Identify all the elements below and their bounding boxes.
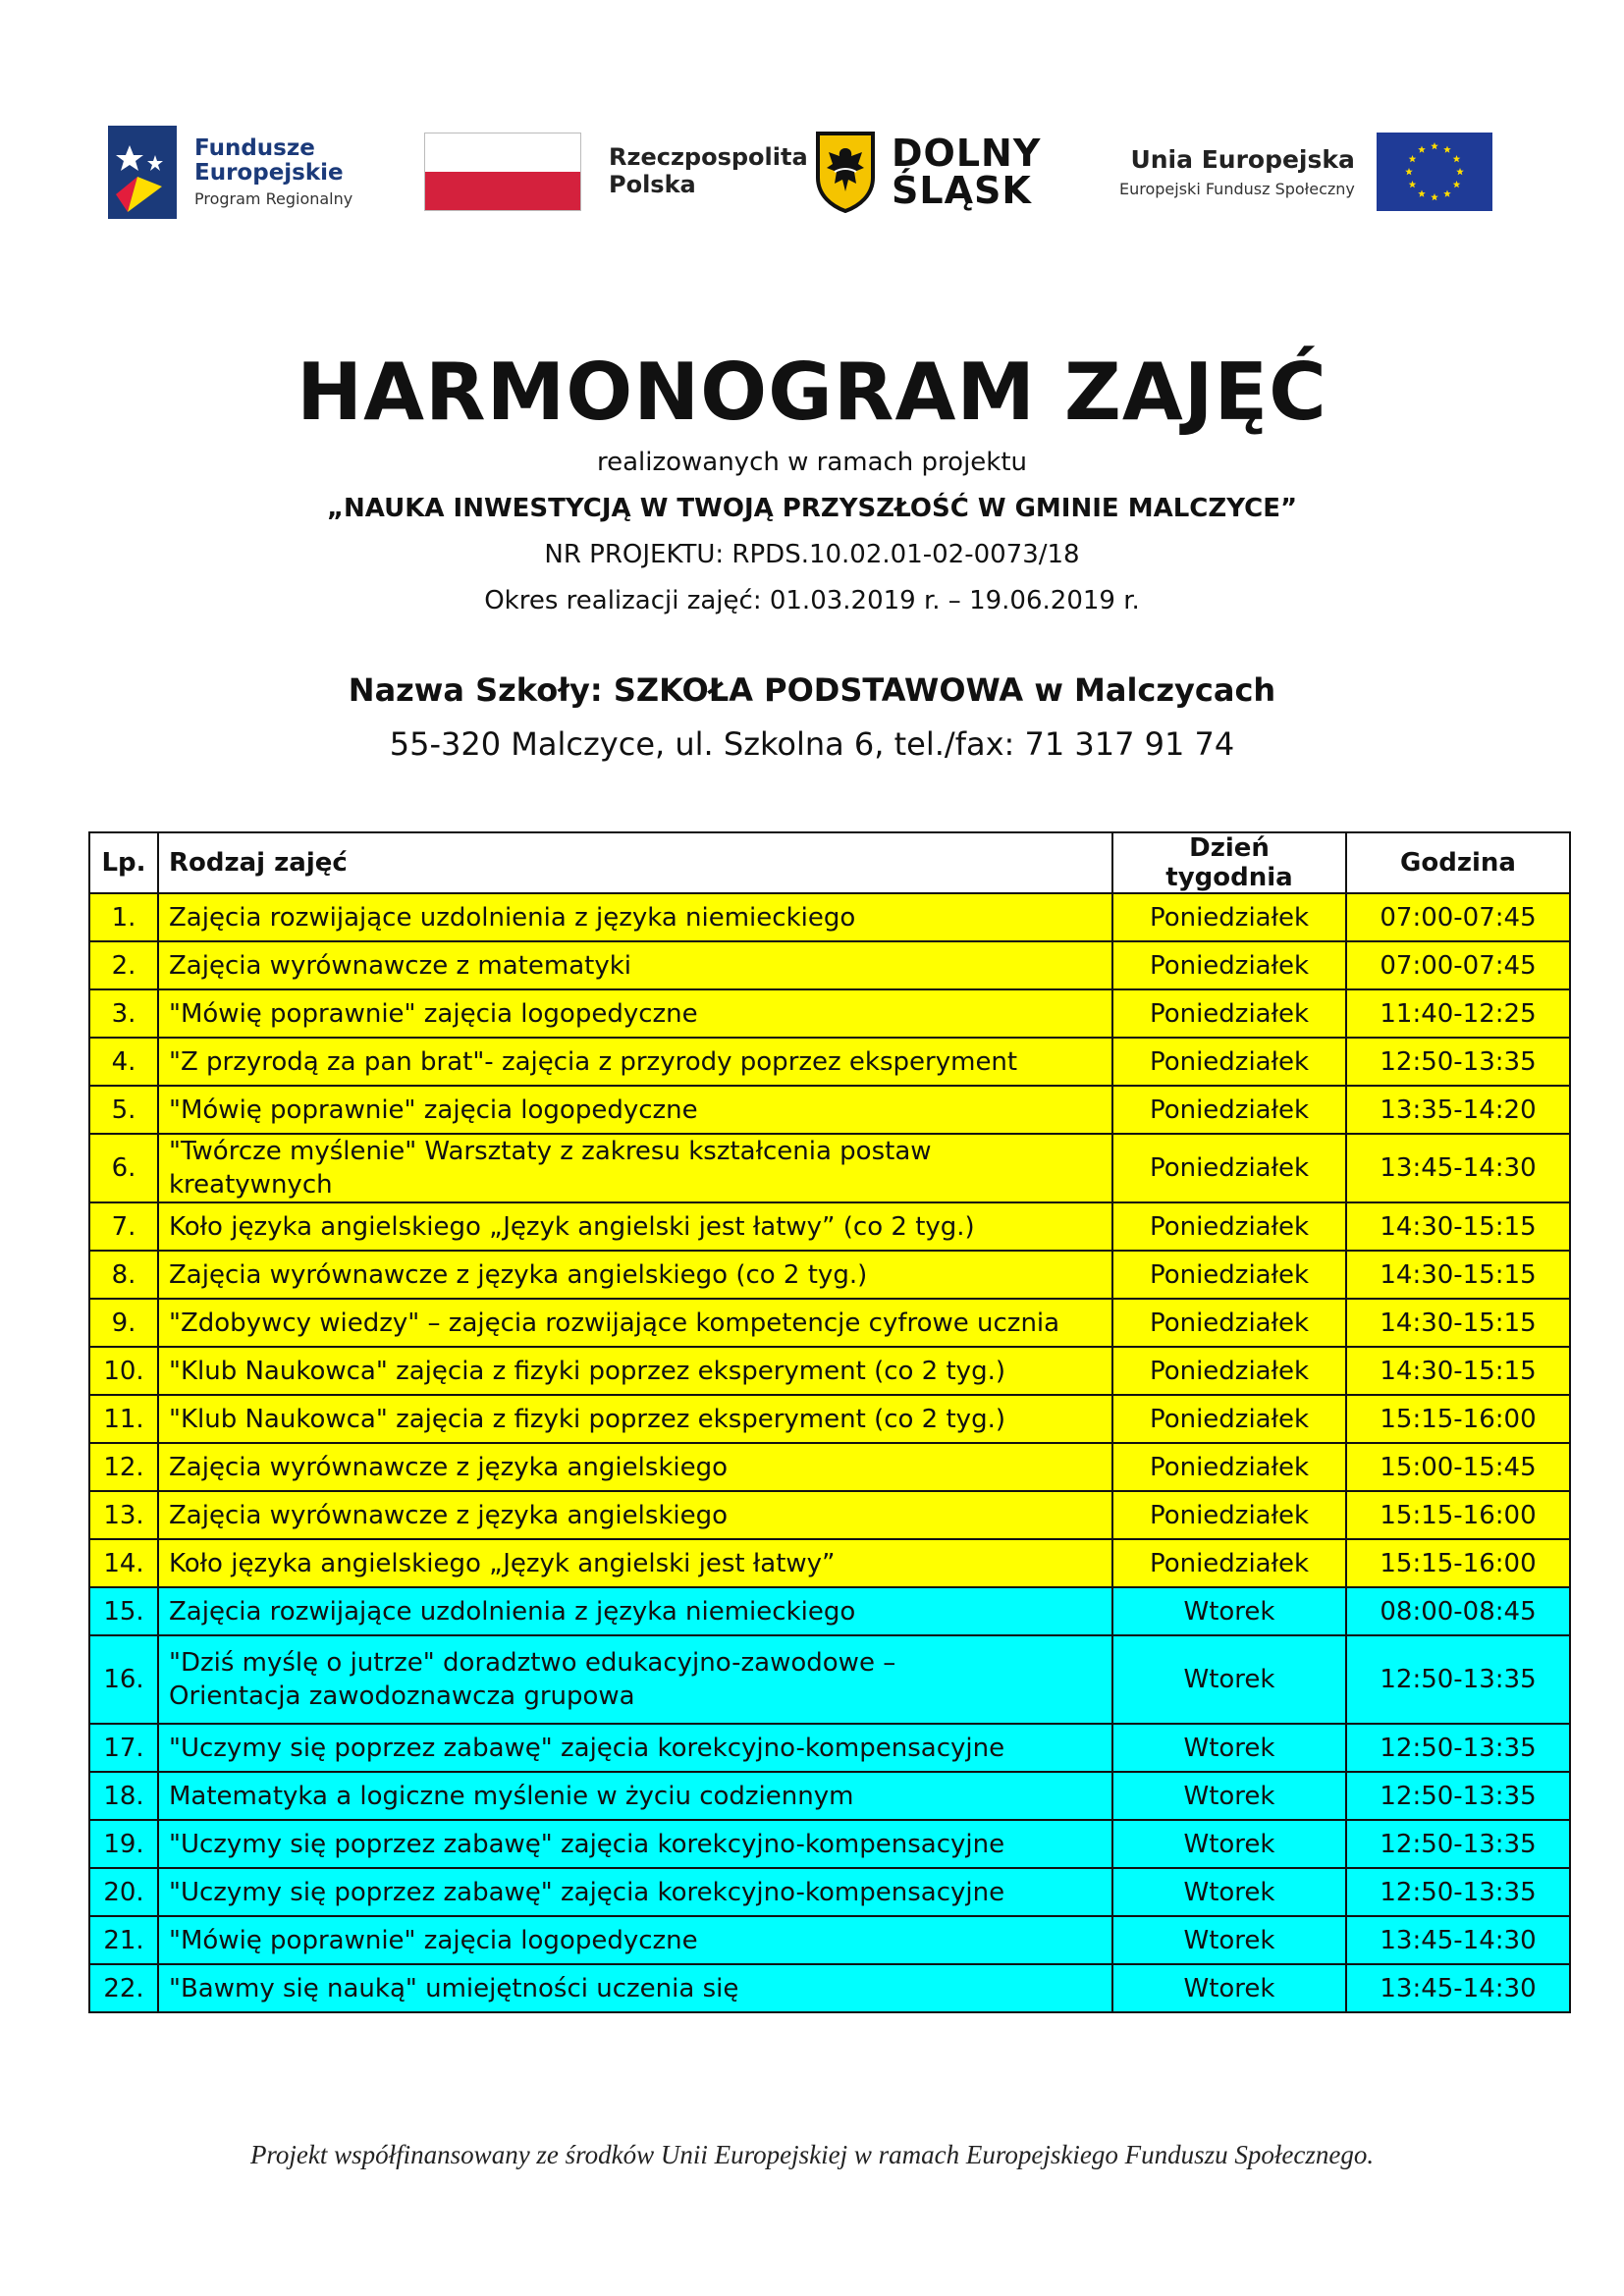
school-address: 55-320 Malczyce, ul. Szkolna 6, tel./fax: 71 317 91 74 [389,725,1235,763]
col-header-hour: Godzina [1346,832,1570,893]
row-number: 8. [89,1251,158,1299]
activity-name [158,989,1112,1038]
activity-name-line: "Klub Naukowca" zajęcia z fizyki poprzez eksperyment (co 2 tyg.) [169,1404,1005,1434]
table-row [89,989,1570,1038]
rzeczpospolita-logo [424,118,808,226]
row-number: 4. [89,1038,158,1086]
activity-name [158,1038,1112,1086]
row-number: 22. [89,1964,158,2012]
table-row [89,1724,1570,1772]
table-row [89,1347,1570,1395]
row-number: 20. [89,1868,158,1916]
row-number: 7. [89,1202,158,1251]
row-number: 19. [89,1820,158,1868]
activity-name-line: Matematyka a logiczne myślenie w życiu codziennym [169,1781,854,1811]
activity-name-line: Zajęcia wyrównawcze z języka angielskiego (co 2 tyg.) [169,1259,868,1290]
weekday: Wtorek [1112,1772,1346,1820]
weekday: Wtorek [1112,1724,1346,1772]
table-row [89,893,1570,941]
time-slot: 12:50-13:35 [1346,1038,1570,1086]
activity-name [158,1395,1112,1443]
activity-name [158,1202,1112,1251]
activity-name [158,1964,1112,2012]
row-number: 6. [89,1134,158,1202]
row-number: 12. [89,1443,158,1491]
time-slot: 15:00-15:45 [1346,1443,1570,1491]
dolny-slask-logo [815,118,1041,226]
subtitle: realizowanych w ramach projektu [596,448,1028,477]
dolny-slask-line2: ŚLĄSK [892,169,1032,212]
time-slot: 14:30-15:15 [1346,1202,1570,1251]
row-number: 14. [89,1539,158,1587]
eu-flag-icon [1377,133,1492,211]
activity-name [158,1916,1112,1964]
time-slot: 15:15-16:00 [1346,1491,1570,1539]
table-header-row [89,832,1570,893]
col-header-name: Rodzaj zajęć [158,832,1112,893]
table-row [89,1587,1570,1635]
activity-name [158,1443,1112,1491]
activity-name [158,1299,1112,1347]
time-slot: 13:45-14:30 [1346,1134,1570,1202]
activity-name [158,1491,1112,1539]
activity-name [158,1539,1112,1587]
realization-period: Okres realizacji zajęć: 01.03.2019 r. – 19.06.2019 r. [484,586,1140,615]
table-row [89,1635,1570,1724]
time-slot: 12:50-13:35 [1346,1820,1570,1868]
school-name: Nazwa Szkoły: SZKOŁA PODSTAWOWA w Malczycach [348,671,1276,709]
table-row [89,1772,1570,1820]
row-number: 15. [89,1587,158,1635]
activity-name [158,941,1112,989]
activity-name [158,1347,1112,1395]
time-slot: 12:50-13:35 [1346,1772,1570,1820]
table-row [89,941,1570,989]
weekday: Poniedziałek [1112,1086,1346,1134]
weekday: Poniedziałek [1112,1539,1346,1587]
activity-name-line: "Klub Naukowca" zajęcia z fizyki poprzez eksperyment (co 2 tyg.) [169,1356,1005,1386]
weekday: Wtorek [1112,1868,1346,1916]
weekday: Wtorek [1112,1587,1346,1635]
table-row [89,1299,1570,1347]
project-number: NR PROJEKTU: RPDS.10.02.01-02-0073/18 [544,540,1080,569]
row-number: 13. [89,1491,158,1539]
table-row [89,1202,1570,1251]
table-row [89,1820,1570,1868]
row-number: 1. [89,893,158,941]
col-header-day: Dzień tygodnia [1112,832,1346,893]
activity-name-line: "Mówię poprawnie" zajęcia logopedyczne [169,998,698,1029]
weekday: Poniedziałek [1112,893,1346,941]
activity-name-line: Orientacja zawodoznawcza grupowa [169,1682,635,1711]
time-slot: 14:30-15:15 [1346,1251,1570,1299]
table-row [89,1491,1570,1539]
activity-name-line: "Uczymy się poprzez zabawę" zajęcia korekcyjno-kompensacyjne [169,1829,1005,1859]
activity-name [158,1724,1112,1772]
col-header-lp: Lp. [89,832,158,893]
eagle-shield-icon [815,131,876,213]
activity-name [158,1868,1112,1916]
table-row [89,1086,1570,1134]
table-row [89,1539,1570,1587]
polish-flag-icon [424,133,581,211]
rzeczpospolita-line1: Rzeczpospolita [609,143,808,172]
activity-name-line: Zajęcia rozwijające uzdolnienia z języka niemieckiego [169,1596,856,1627]
activity-name [158,893,1112,941]
table-row [89,1395,1570,1443]
table-row [89,1964,1570,2012]
activity-name [158,1134,1112,1202]
weekday: Poniedziałek [1112,1443,1346,1491]
time-slot: 07:00-07:45 [1346,893,1570,941]
activity-name [158,1587,1112,1635]
table-row [89,1134,1570,1202]
weekday: Wtorek [1112,1916,1346,1964]
activity-name-line: "Dziś myślę o jutrze" doradztwo edukacyjno-zawodowe – [169,1648,896,1678]
weekday: Poniedziałek [1112,1299,1346,1347]
time-slot: 15:15-16:00 [1346,1539,1570,1587]
time-slot: 15:15-16:00 [1346,1395,1570,1443]
weekday: Poniedziałek [1112,1202,1346,1251]
row-number: 10. [89,1347,158,1395]
table-row [89,1916,1570,1964]
activity-name-line: Zajęcia wyrównawcze z języka angielskiego [169,1452,729,1482]
fundusze-line3: Program Regionalny [194,188,353,208]
footer-note: Projekt współfinansowany ze środków Unii Europejskiej w ramach Europejskiego Funduszu Społecznego. [249,2140,1375,2169]
weekday: Poniedziałek [1112,1347,1346,1395]
activity-name-line: "Uczymy się poprzez zabawę" zajęcia korekcyjno-kompensacyjne [169,1733,1005,1763]
logo-bar [108,118,1522,226]
activity-name-line: "Z przyrodą za pan brat"- zajęcia z przyrody poprzez eksperyment [169,1046,1018,1077]
row-number: 11. [89,1395,158,1443]
time-slot: 12:50-13:35 [1346,1724,1570,1772]
row-number: 5. [89,1086,158,1134]
activity-name-line: "Mówię poprawnie" zajęcia logopedyczne [169,1095,698,1125]
activity-name-line: "Twórcze myślenie" Warsztaty z zakresu kształcenia postaw kreatywnych [169,1137,932,1200]
weekday: Wtorek [1112,1635,1346,1724]
fundusze-line2: Europejskie [194,160,344,187]
time-slot: 13:45-14:30 [1346,1916,1570,1964]
row-number: 17. [89,1724,158,1772]
activity-name-line: Zajęcia wyrównawcze z matematyki [169,950,631,981]
activity-name-line: "Bawmy się nauką" umiejętności uczenia się [169,1973,739,2003]
activity-name-line: "Zdobywcy wiedzy" – zajęcia rozwijające kompetencje cyfrowe ucznia [169,1308,1060,1338]
activity-name [158,1086,1112,1134]
weekday: Wtorek [1112,1820,1346,1868]
weekday: Poniedziałek [1112,1395,1346,1443]
row-number: 21. [89,1916,158,1964]
table-row [89,1038,1570,1086]
weekday: Poniedziałek [1112,1251,1346,1299]
row-number: 2. [89,941,158,989]
activity-name-line: Koło języka angielskiego „Język angielski jest łatwy” [169,1548,836,1578]
row-number: 16. [89,1635,158,1724]
time-slot: 13:35-14:20 [1346,1086,1570,1134]
row-number: 3. [89,989,158,1038]
document-heading [0,346,1624,772]
activity-name-line: Zajęcia wyrównawcze z języka angielskiego [169,1500,729,1530]
page-title: HARMONOGRAM ZAJĘĆ [297,347,1327,438]
rzeczpospolita-line2: Polska [609,171,696,198]
activity-name [158,1772,1112,1820]
activity-name-line: Koło języka angielskiego „Język angielski jest łatwy” (co 2 tyg.) [169,1211,975,1242]
weekday: Poniedziałek [1112,1491,1346,1539]
fundusze-line1: Fundusze [194,134,315,161]
table-body [89,893,1570,2012]
table-row [89,1868,1570,1916]
weekday: Poniedziałek [1112,1038,1346,1086]
time-slot: 08:00-08:45 [1346,1587,1570,1635]
row-number: 9. [89,1299,158,1347]
activity-name-line: "Uczymy się poprzez zabawę" zajęcia korekcyjno-kompensacyjne [169,1877,1005,1907]
project-name: „NAUKA INWESTYCJĄ W TWOJĄ PRZYSZŁOŚĆ W GMINIE MALCZYCE” [326,494,1298,523]
time-slot: 07:00-07:45 [1346,941,1570,989]
activity-name [158,1820,1112,1868]
time-slot: 13:45-14:30 [1346,1964,1570,2012]
weekday: Wtorek [1112,1964,1346,2012]
dolny-slask-line1: DOLNY [892,132,1042,175]
time-slot: 12:50-13:35 [1346,1868,1570,1916]
table-row [89,1251,1570,1299]
activity-name [158,1635,1112,1724]
time-slot: 12:50-13:35 [1346,1635,1570,1724]
table-row [89,1443,1570,1491]
schedule-table [88,831,1571,2013]
time-slot: 11:40-12:25 [1346,989,1570,1038]
activity-name-line: Zajęcia rozwijające uzdolnienia z języka niemieckiego [169,902,856,933]
unia-line2: Europejski Fundusz Społeczny [1119,180,1355,198]
unia-europejska-logo [1119,118,1492,226]
row-number: 18. [89,1772,158,1820]
activity-name-line: "Mówię poprawnie" zajęcia logopedyczne [169,1925,698,1955]
weekday: Poniedziałek [1112,941,1346,989]
time-slot: 14:30-15:15 [1346,1347,1570,1395]
fundusze-europejskie-icon [108,126,177,219]
weekday: Poniedziałek [1112,1134,1346,1202]
fundusze-europejskie-logo [108,118,352,226]
time-slot: 14:30-15:15 [1346,1299,1570,1347]
weekday: Poniedziałek [1112,989,1346,1038]
activity-name [158,1251,1112,1299]
unia-line1: Unia Europejska [1130,145,1355,174]
